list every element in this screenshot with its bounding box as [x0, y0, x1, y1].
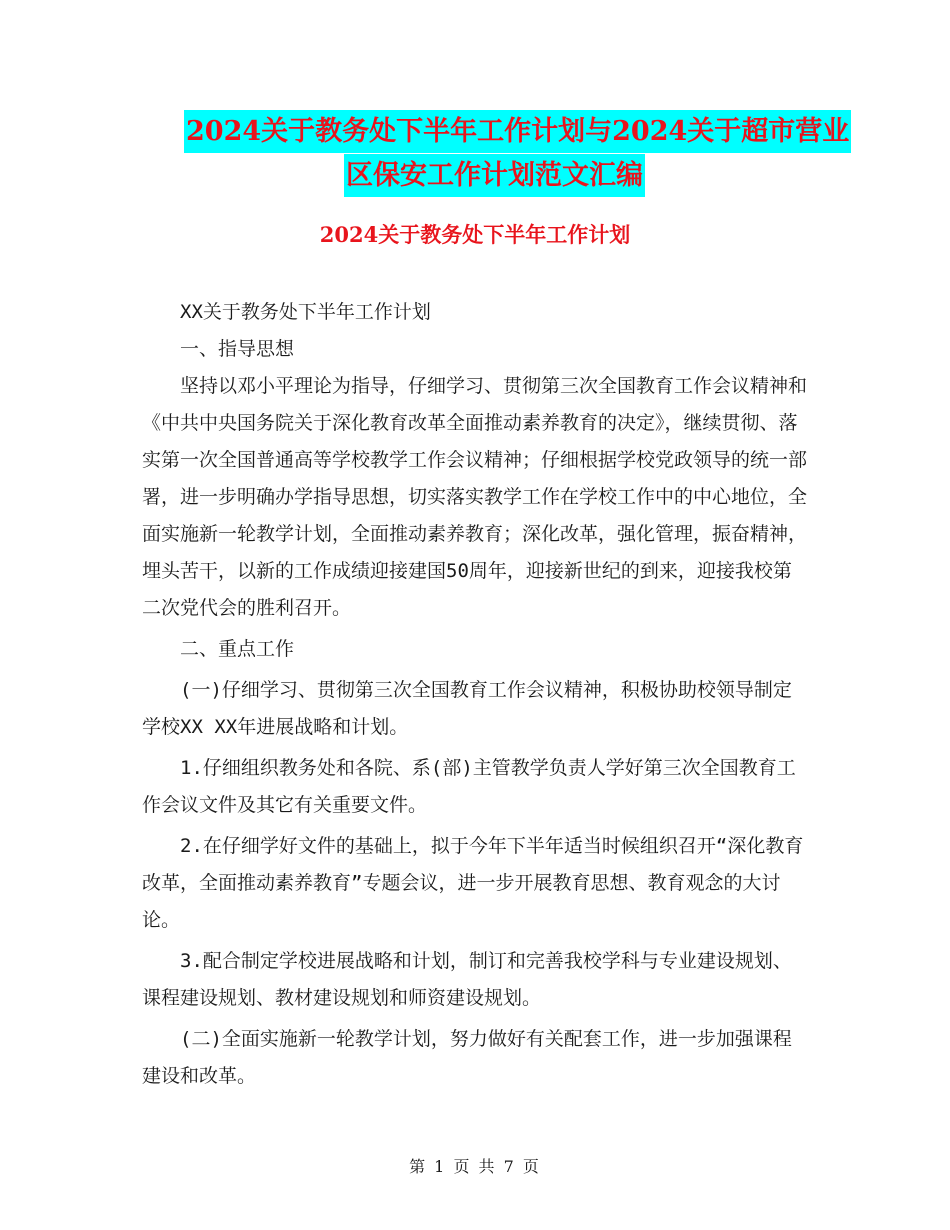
paragraph: 一、指导思想 — [180, 338, 295, 360]
paragraph: (一)仔细学习、贯彻第三次全国教育工作会议精神，积极协助校领导制定学校XX XX年进展战略和计划。 — [142, 679, 792, 738]
paragraph: 3.配合制定学校进展战略和计划，制订和完善我校学科与专业建设规划、课程建设规划、教材建设规划和师资建设规划。 — [142, 950, 792, 1009]
paragraph: 二、重点工作 — [180, 638, 295, 660]
document-body — [142, 294, 807, 1095]
paragraph: XX关于教务处下半年工作计划 — [180, 301, 431, 323]
section-title: 2024关于教务处下半年工作计划 — [319, 222, 631, 247]
paragraph: (二)全面实施新一轮教学计划，努力做好有关配套工作，进一步加强课程建设和改革。 — [142, 1028, 792, 1087]
paragraph: 1.仔细组织教务处和各院、系(部)主管教学负责人学好第三次全国教育工作会议文件及其它有关重要文件。 — [142, 757, 796, 816]
title-line-1: 2024关于教务处下半年工作计划与2024关于超市营业 — [184, 110, 851, 153]
paragraph: 2.在仔细学好文件的基础上，拟于今年下半年适当时候组织召开“深化教育改革，全面推动素养教育”专题会议，进一步开展教育思想、教育观念的大讨论。 — [142, 835, 804, 931]
page-footer: 第 1 页 共 7 页 — [409, 1157, 541, 1176]
title-line-2: 区保安工作计划范文汇编 — [344, 154, 645, 197]
paragraph: 坚持以邓小平理论为指导，仔细学习、贯彻第三次全国教育工作会议精神和《中共中央国务院关于深化教育改革全面推动素养教育的决定》，继续贯彻、落实第一次全国普通高等学校教学工作会议精神；仔细根据学校党政领导的统一部署，进一步明确办学指导思想，切实落实教学工作在学校工作中的中心地位，全面实施新一轮教学计划，全面推动素养教育；深化改革，强化管理，振奋精神，埋头苦干，以新的工作成绩迎接建国50周年，迎接新世纪的到来，迎接我校第二次党代会的胜利召开。 — [142, 375, 808, 619]
